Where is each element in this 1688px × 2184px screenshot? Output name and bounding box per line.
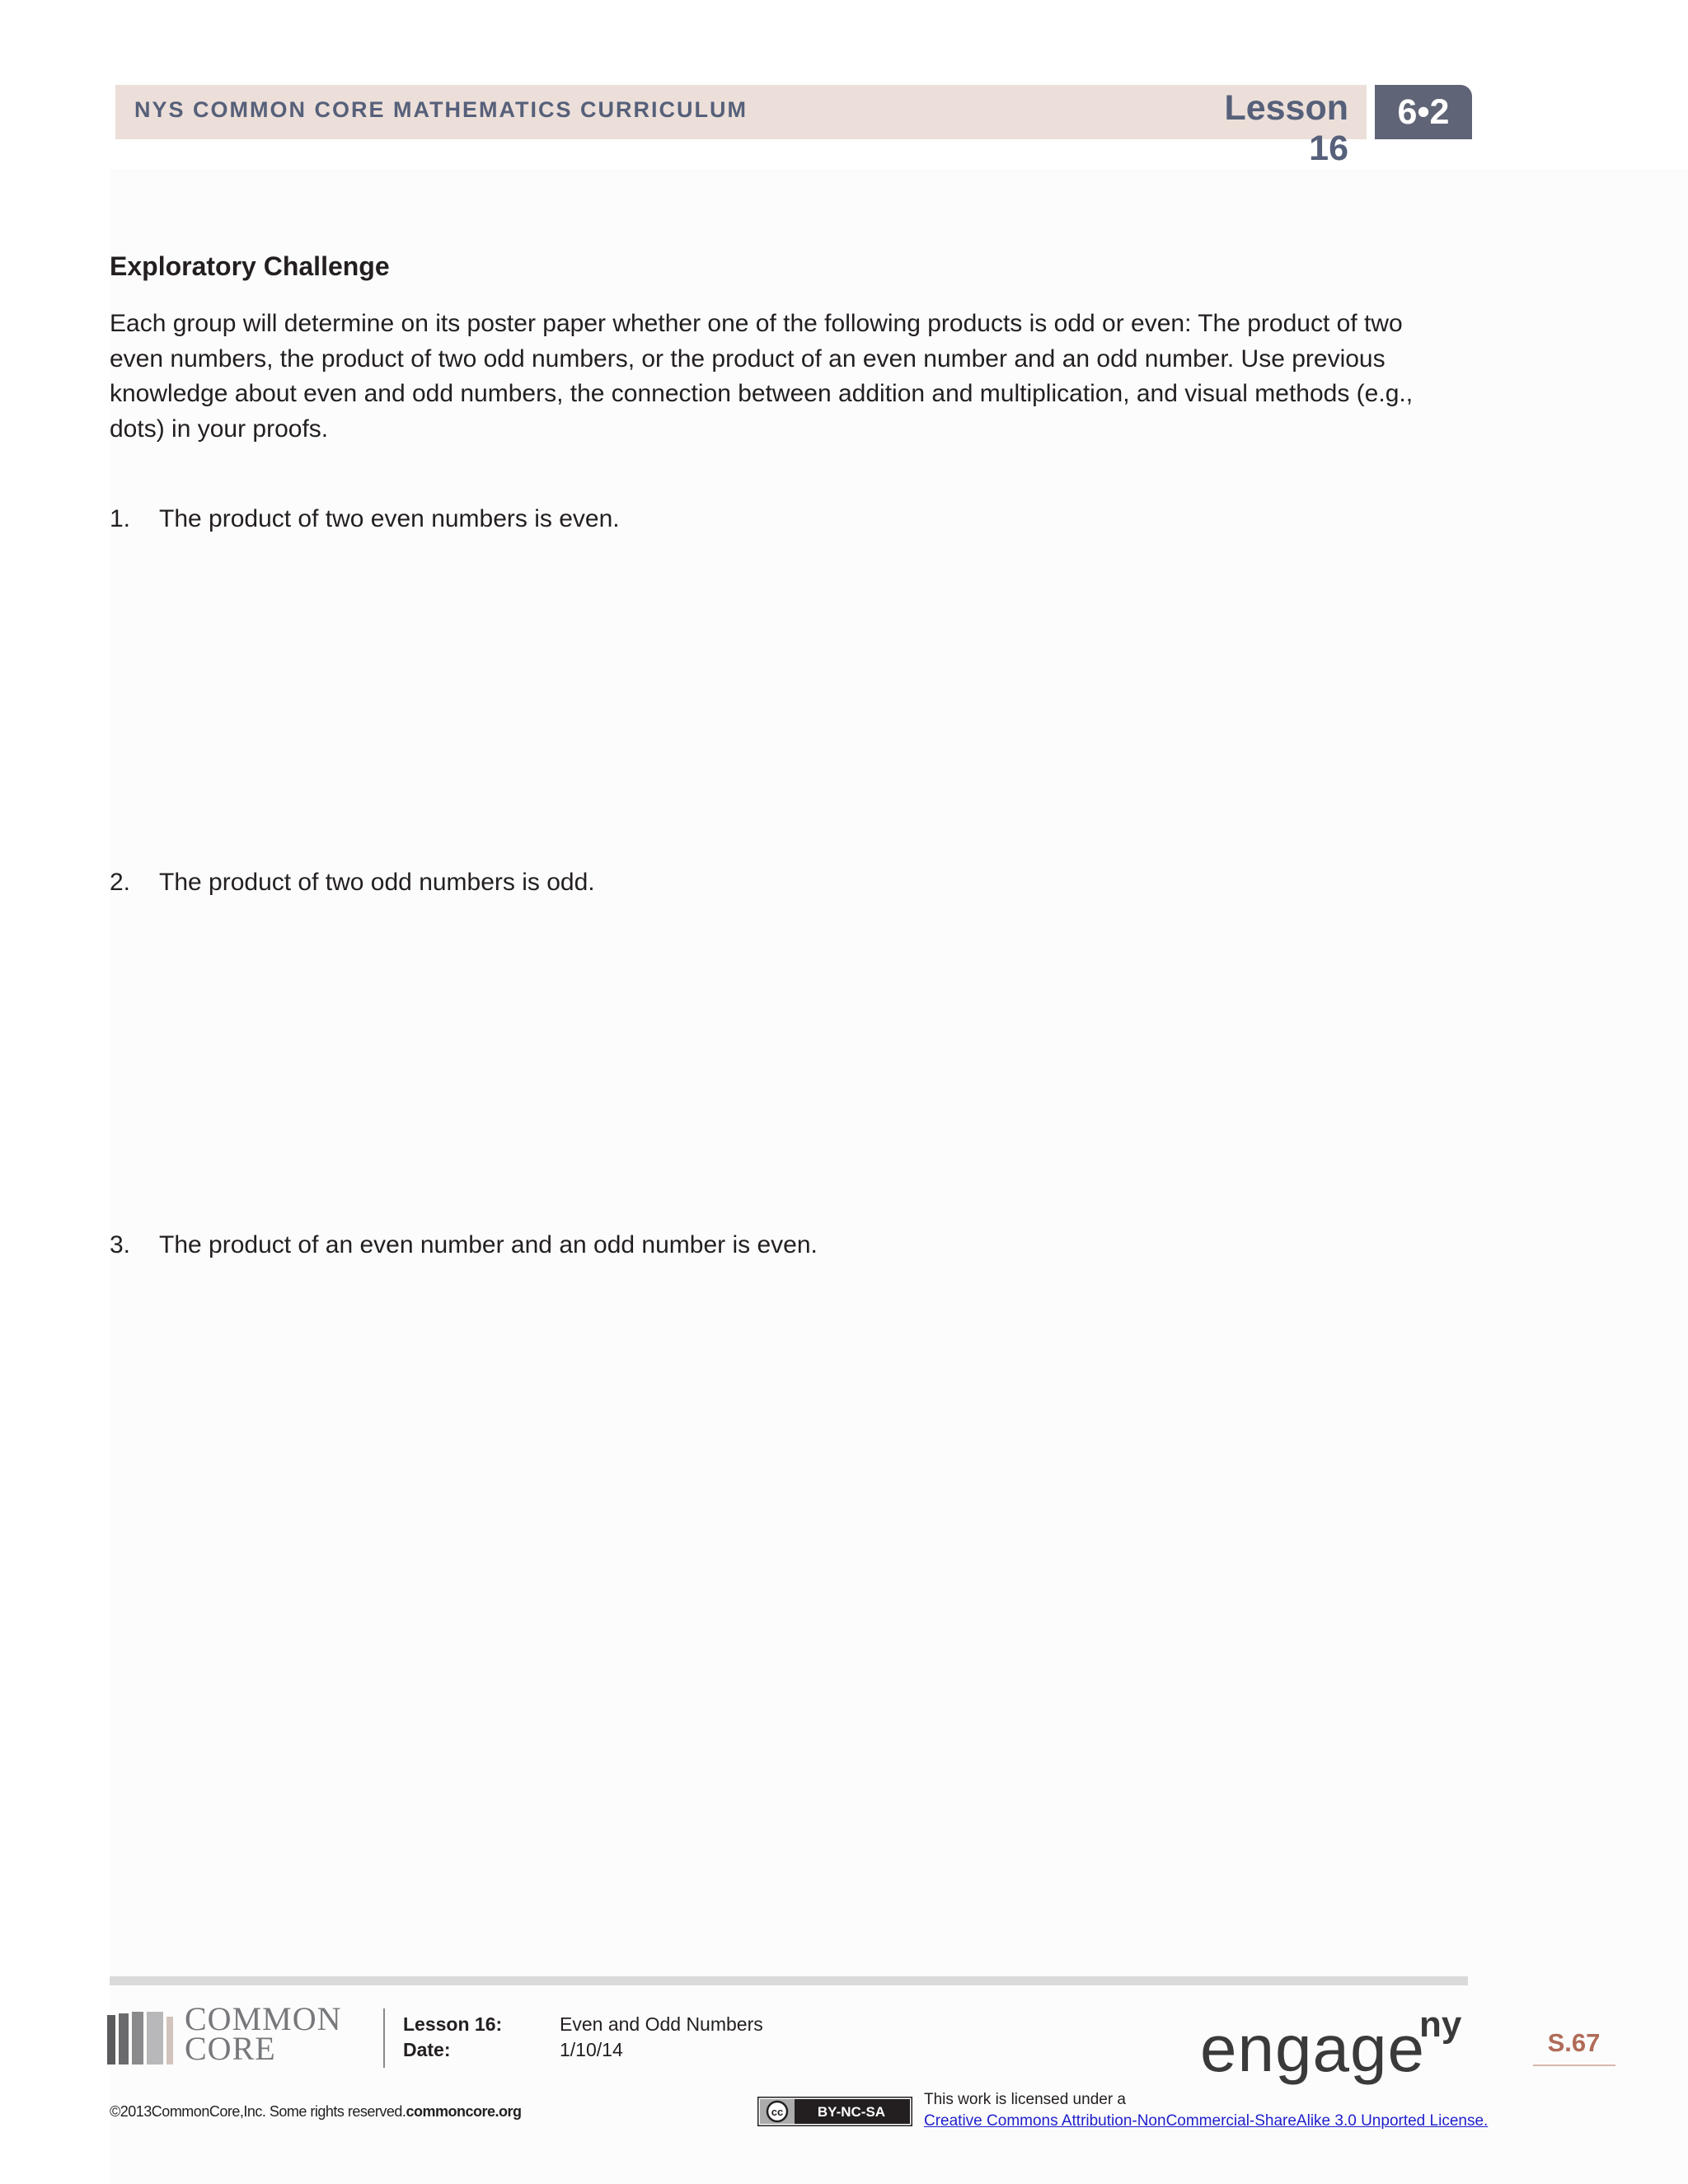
logo-line-2: CORE — [185, 2030, 276, 2067]
footer-rule — [110, 1976, 1468, 1985]
module-badge: 6•2 — [1375, 85, 1472, 139]
license-link[interactable]: Creative Commons Attribution-NonCommercial-ShareAlike 3.0 Unported License. — [924, 2112, 1489, 2130]
date-value: 1/10/14 — [560, 2039, 623, 2060]
problem-item — [110, 1231, 818, 1259]
curriculum-title: NYS COMMON CORE MATHEMATICS CURRICULUM — [134, 97, 748, 122]
problem-number: 1. — [110, 505, 131, 532]
license-badge-text: BY-NC-SA — [817, 2104, 886, 2120]
common-core-wordmark — [185, 2000, 342, 2067]
footer-divider — [383, 2008, 385, 2068]
lesson-title: Lesson 16 — [1224, 88, 1348, 168]
worksheet-page — [110, 169, 1688, 2184]
page-number-rule — [1533, 2064, 1615, 2066]
svg-text:cc: cc — [771, 2106, 784, 2118]
copyright-site: commoncore.org — [406, 2103, 522, 2120]
problem-item — [110, 505, 620, 533]
problem-number: 3. — [110, 1231, 131, 1258]
copyright-text: ©2013CommonCore,Inc. Some rights reserved. — [110, 2103, 406, 2120]
lesson-name: Even and Odd Numbers — [560, 2013, 763, 2035]
problem-text: The product of two even numbers is even. — [159, 505, 620, 532]
engageny-logo-ny: ny — [1419, 2004, 1462, 2045]
license-statement: This work is licensed under a — [924, 2091, 1126, 2108]
lesson-label: Lesson 16: — [403, 2013, 503, 2035]
copyright-notice — [110, 2103, 521, 2121]
problem-text: The product of two odd numbers is odd. — [159, 869, 595, 896]
intro-paragraph: Each group will determine on its poster paper whether one of the following products is odd or even: The product of two even numbers, the product of two odd numbers, or the product of an even number and an odd number. Use previous knowledge about even and odd numbers, the connection between addition and multiplication, and visual methods (e.g., dots) in your proofs. — [110, 310, 1414, 443]
page-number: S.67 — [1547, 2028, 1601, 2057]
problem-text: The product of an even number and an odd number is even. — [159, 1231, 818, 1258]
date-label: Date: — [403, 2039, 451, 2060]
cc-license-badge-icon — [757, 2097, 912, 2126]
problem-item — [110, 869, 595, 897]
engageny-logo: engage — [1200, 2012, 1425, 2085]
problem-number: 2. — [110, 869, 131, 896]
section-heading: Exploratory Challenge — [110, 251, 390, 281]
logo-line-1: COMMON — [185, 2000, 342, 2037]
